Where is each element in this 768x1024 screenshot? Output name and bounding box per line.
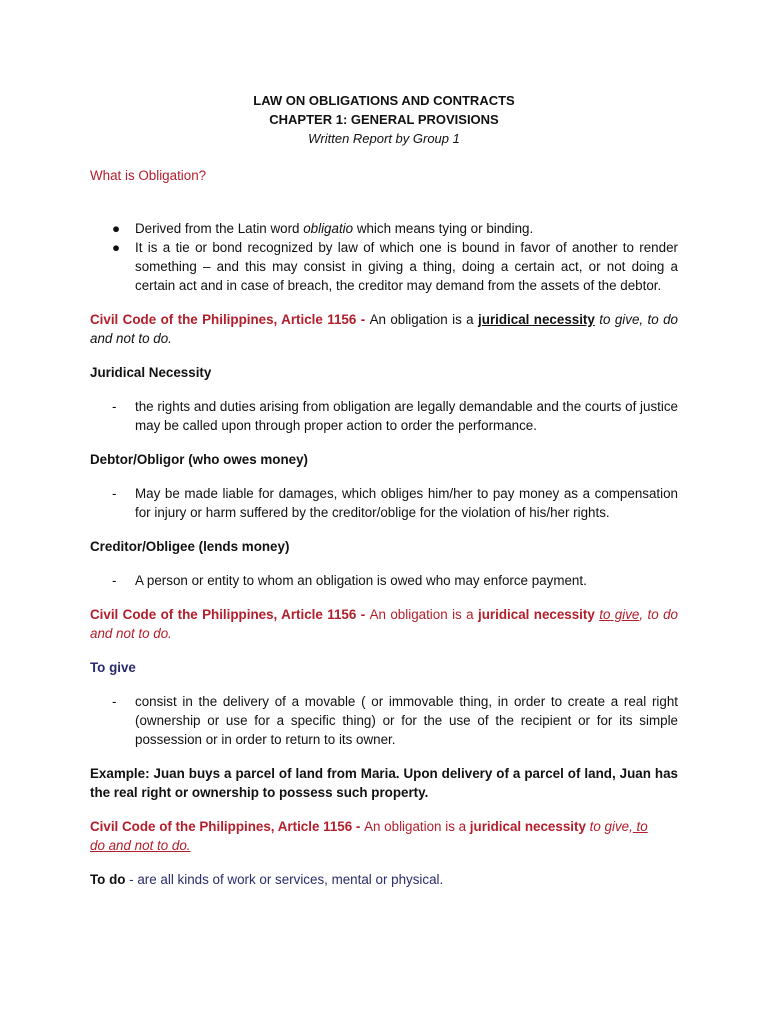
example-paragraph: Example: Juan buys a parcel of land from Maria. Upon delivery of a parcel of land, Juan has the real right or ownership to possess such property.	[90, 766, 678, 800]
chapter-title: CHAPTER 1: GENERAL PROVISIONS	[269, 112, 499, 127]
document-header	[0, 91, 768, 148]
article-1156-paragraph-3: Civil Code of the Philippines, Article 1156 - An obligation is a juridical necessity to give, to do and not to do.	[90, 819, 648, 853]
to-do-paragraph: To do - are all kinds of work or services, mental or physical.	[90, 872, 444, 887]
bullet-item-tie-bond: ● It is a tie or bond recognized by law of which one is bound in favor of another to render something – and this may consist in giving a thing, doing a certain act, or not doing a certain act and in case of breach, the creditor may demand from the assets of the debtor.	[112, 240, 678, 293]
bullet-mark: ●	[112, 240, 121, 255]
bullet-item-latin: ● Derived from the Latin word obligatio which means tying or binding.	[112, 221, 534, 236]
bullet-mark: ●	[112, 221, 121, 236]
article-1156-paragraph-2: Civil Code of the Philippines, Article 1156 - An obligation is a juridical necessity to give, to do and not to do.	[90, 607, 678, 641]
document-body	[90, 166, 678, 889]
debtor-item: - May be made liable for damages, which obliges him/her to pay money as a compensation for injury or harm suffered by the creditor/oblige for the violation of his/her rights.	[112, 486, 678, 520]
article-1156-paragraph-1: Civil Code of the Philippines, Article 1156 - An obligation is a juridical necessity to give, to do and not to do.	[90, 312, 678, 346]
document-subtitle: Written Report by Group 1	[308, 131, 460, 146]
to-give-heading: To give	[90, 660, 136, 675]
definition-bullets	[90, 219, 678, 295]
document-title: LAW ON OBLIGATIONS AND CONTRACTS	[253, 93, 515, 108]
creditor-heading: Creditor/Obligee (lends money)	[90, 539, 290, 554]
what-is-obligation-heading: What is Obligation?	[90, 168, 207, 183]
debtor-heading: Debtor/Obligor (who owes money)	[90, 452, 308, 467]
creditor-item: - A person or entity to whom an obligation is owed who may enforce payment.	[112, 573, 587, 588]
juridical-necessity-item: - the rights and duties arising from obligation are legally demandable and the courts of justice may be called upon through proper action to order the performance.	[112, 399, 678, 433]
juridical-necessity-heading: Juridical Necessity	[90, 365, 212, 380]
to-give-item: - consist in the delivery of a movable ( or immovable thing, in order to create a real right (ownership or use for a specific thing) or for the use of the recipient or for its simple possession or in order to return to its owner.	[112, 694, 678, 747]
